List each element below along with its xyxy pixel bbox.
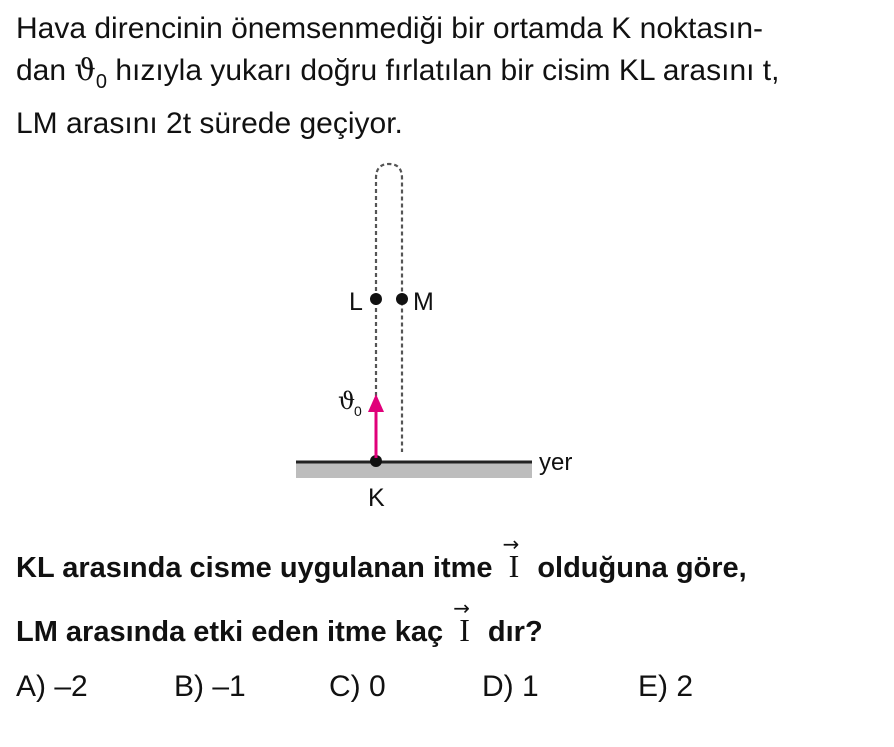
label-ground: yer [539, 449, 573, 476]
velocity-arrow-head [368, 394, 384, 412]
choice-b[interactable] [174, 670, 246, 704]
choice-e-label: E) [638, 670, 668, 703]
choice-e[interactable] [638, 670, 693, 704]
choice-a-value: –2 [54, 670, 88, 703]
choice-b-label: B) [174, 670, 204, 703]
question-line-2-start: LM arasında etki eden itme kaç [16, 616, 444, 648]
label-velocity: ϑ [338, 387, 356, 415]
choice-a[interactable] [16, 670, 88, 704]
question-line-2-end: dır? [487, 616, 543, 648]
choice-e-value: 2 [676, 670, 694, 703]
intro-line-2-start: dan [16, 54, 67, 87]
choice-d-label: D) [482, 670, 514, 703]
point-l [370, 293, 382, 305]
velocity-symbol: ϑ [74, 53, 96, 88]
choice-c-label: C) [329, 670, 361, 703]
question-line-1 [16, 532, 747, 585]
intro-line-3: LM arasını 2t sürede geçiyor. [16, 107, 403, 140]
impulse-vector [502, 532, 520, 585]
ground [296, 462, 532, 478]
intro-line-2-end: hızıyla yukarı doğru fırlatılan bir cisim KL arasını t, [115, 54, 780, 87]
label-velocity-subscript: 0 [354, 403, 362, 419]
label-k: K [368, 484, 385, 512]
velocity-subscript: 0 [95, 71, 107, 93]
label-m: M [413, 288, 434, 316]
intro-line-1: Hava direncinin önemsenmediği bir ortamda K noktasın- [16, 12, 764, 45]
impulse-symbol: I [459, 612, 470, 648]
vector-arrow-icon: → [453, 596, 470, 620]
choice-a-label: A) [16, 670, 46, 703]
question-line-1-end: olduğuna göre, [537, 552, 747, 584]
vector-arrow-icon: → [502, 532, 520, 556]
point-m [396, 293, 408, 305]
choice-d[interactable] [482, 670, 539, 704]
question-line-2 [16, 596, 543, 649]
choice-d-value: 1 [522, 670, 539, 703]
question-line-1-start: KL arasında cisme uygulanan itme [16, 552, 493, 584]
choice-b-value: –1 [212, 670, 246, 703]
choice-c-value: 0 [369, 670, 386, 703]
impulse-symbol: I [508, 548, 520, 584]
impulse-vector-2 [453, 596, 470, 649]
choice-c[interactable] [329, 670, 386, 704]
label-l: L [349, 288, 363, 316]
